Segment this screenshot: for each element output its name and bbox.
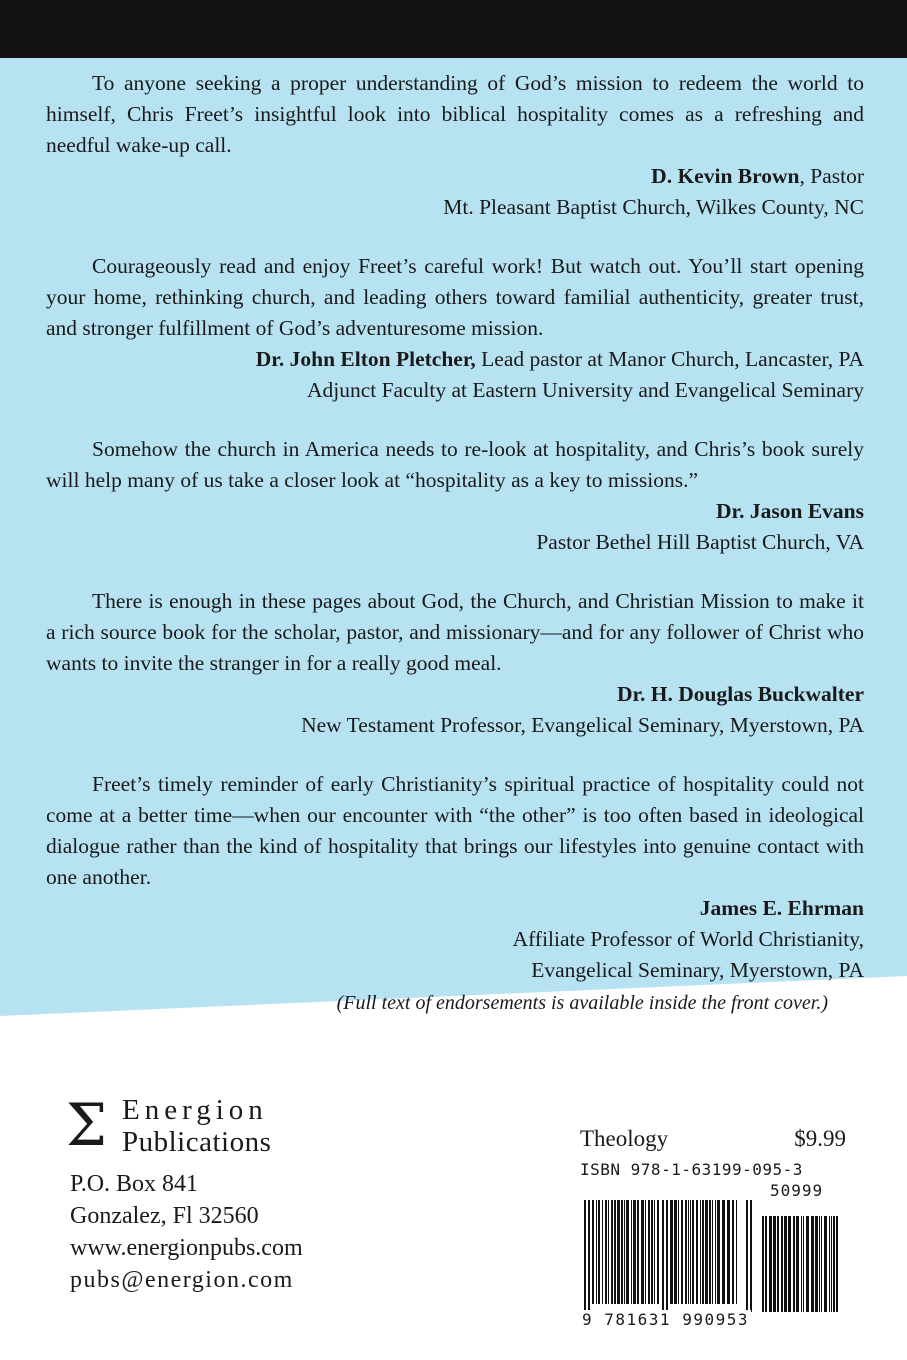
barcode-bar: [815, 1216, 818, 1312]
barcode-bar: [806, 1216, 809, 1312]
top-black-band: [0, 0, 907, 58]
barcode-bar: [617, 1200, 620, 1304]
barcode-bar: [674, 1200, 677, 1304]
barcode-bar: [651, 1200, 653, 1304]
barcode-bar: [700, 1200, 701, 1304]
publisher-logo: [66, 1091, 303, 1162]
isbn-number: ISBN 978-1-63199-095-3: [580, 1160, 803, 1179]
barcode-icon: [580, 1200, 846, 1318]
endorsement: [46, 68, 864, 223]
barcode-bar: [633, 1200, 636, 1304]
barcode-addon-code: 50999: [770, 1181, 824, 1200]
barcode-bar: [692, 1200, 694, 1304]
barcode-bar: [781, 1216, 783, 1312]
barcode-bar: [821, 1216, 822, 1312]
barcode-bar: [688, 1200, 689, 1304]
barcode-bar: [637, 1200, 639, 1304]
barcode-bar: [796, 1216, 799, 1312]
address-line: P.O. Box 841: [70, 1171, 199, 1197]
endorsements-note: (Full text of endorsements is available inside the front cover.): [336, 992, 828, 1014]
publisher-name-line1: Energion: [122, 1094, 268, 1126]
endorsement-text: Freet’s timely reminder of early Christianity’s spiritual practice of hospitality could not come at a better time—when our encounter with “the other” is too often based in ideological dialogue rather than the kind of hospitality that brings our lifestyles into genuine contact with one another.: [46, 772, 864, 889]
barcode-bar: [621, 1200, 623, 1304]
endorsements-list: [46, 68, 864, 1018]
book-category: Theology: [580, 1126, 669, 1151]
endorser-name: James E. Ehrman: [699, 896, 864, 920]
barcode-bar: [624, 1200, 625, 1304]
barcode-bar: [803, 1216, 804, 1312]
barcode-bar: [717, 1200, 720, 1304]
barcode-bar: [750, 1200, 752, 1312]
barcode-bar: [819, 1216, 820, 1312]
barcode-bar: [596, 1200, 597, 1304]
barcode-bar: [736, 1200, 737, 1304]
barcode-bar: [732, 1200, 734, 1304]
barcode-bar: [588, 1200, 590, 1312]
barcode-bar: [605, 1200, 607, 1304]
price-row: [580, 1126, 846, 1156]
barcode-bar: [584, 1200, 586, 1312]
endorsement: [46, 769, 864, 986]
barcode-bar: [793, 1216, 795, 1312]
barcode-bar: [631, 1200, 632, 1304]
endorser-attribution: [46, 344, 864, 375]
barcode-bar: [598, 1200, 600, 1304]
barcode-digits: 9 781631 990953: [582, 1310, 749, 1329]
barcode-bar: [773, 1216, 776, 1312]
barcode-bar: [648, 1200, 650, 1304]
endorser-title: Lead pastor at Manor Church, Lancaster, PA: [475, 347, 864, 371]
endorser-name: Dr. John Elton Pletcher,: [255, 347, 476, 371]
barcode-bar: [614, 1200, 616, 1304]
barcode-bar: [608, 1200, 609, 1304]
publisher-address: [70, 1168, 303, 1296]
barcode-bar: [696, 1200, 698, 1304]
sigma-logo-icon: Σ: [66, 1091, 108, 1159]
barcode-bar: [626, 1200, 629, 1304]
barcode-bar: [709, 1200, 711, 1304]
barcode-bar: [592, 1200, 594, 1304]
barcode-bar: [746, 1200, 748, 1312]
endorser-title: , Pastor: [799, 164, 864, 188]
barcode-bar: [829, 1216, 830, 1312]
endorser-affiliation: Adjunct Faculty at Eastern University and Evangelical Seminary: [306, 378, 864, 402]
barcode-bar: [715, 1200, 716, 1304]
endorser-attribution: [46, 679, 864, 710]
barcode-bar: [712, 1200, 713, 1304]
barcode-bar: [811, 1216, 814, 1312]
barcode-bar: [801, 1216, 802, 1312]
barcode-bar: [641, 1200, 644, 1304]
barcode-bar: [602, 1200, 603, 1304]
book-price: $9.99: [794, 1126, 846, 1151]
endorsement: [46, 434, 864, 558]
endorser-name: Dr. H. Douglas Buckwalter: [616, 682, 864, 706]
barcode-bar: [769, 1216, 772, 1312]
endorser-name: D. Kevin Brown: [651, 164, 800, 188]
barcode-bar: [681, 1200, 683, 1304]
barcode-bar: [670, 1200, 673, 1304]
endorser-affiliation: Pastor Bethel Hill Baptist Church, VA: [536, 530, 864, 554]
endorser-attribution: [46, 893, 864, 924]
barcode-bar: [788, 1216, 791, 1312]
endorser-attribution: [46, 496, 864, 527]
endorser-affiliation: Affiliate Professor of World Christianity,: [512, 927, 864, 951]
endorser-attribution: [46, 161, 864, 192]
barcode-bar: [645, 1200, 646, 1304]
barcode-bar: [824, 1216, 827, 1312]
barcode-bar: [762, 1216, 764, 1312]
endorser-affiliation: Mt. Pleasant Baptist Church, Wilkes County, NC: [443, 195, 864, 219]
endorsement-text: Somehow the church in America needs to re-look at hospitality, and Chris’s book surely will help many of us take a closer look at “hospitality as a key to missions.”: [46, 437, 864, 492]
barcode-bar: [833, 1216, 835, 1312]
barcode-bar: [765, 1216, 767, 1312]
website-link[interactable]: www.energionpubs.com: [70, 1235, 303, 1261]
endorser-name: Dr. Jason Evans: [716, 499, 864, 523]
barcode-bar: [690, 1200, 691, 1304]
barcode-bar: [685, 1200, 687, 1304]
barcode-bar: [722, 1200, 725, 1304]
barcode-bar: [784, 1216, 787, 1312]
endorsement: [46, 251, 864, 406]
endorsement: [46, 586, 864, 741]
email-link[interactable]: pubs@energion.com: [70, 1267, 294, 1293]
endorsement-text: There is enough in these pages about God, the Church, and Christian Mission to make it a rich source book for the scholar, pastor, and missionary—and for any follower of Christ who wants to invite the stranger in for a really good meal.: [46, 589, 864, 675]
endorsement-text: Courageously read and enjoy Freet’s careful work! But watch out. You’ll start opening your home, rethinking church, and leading others toward familial authenticity, greater trust, and stronger fulfillment of God’s adventuresome mission.: [46, 254, 864, 340]
barcode-bar: [678, 1200, 679, 1304]
endorsement-text: To anyone seeking a proper understanding of God’s mission to redeem the world to himself, Chris Freet’s insightful look into biblical hospitality comes as a refreshing and needful wake-up call.: [46, 71, 864, 157]
barcode-bar: [666, 1200, 668, 1312]
price-block: [580, 1126, 846, 1200]
barcode-bar: [836, 1216, 838, 1312]
endorser-affiliation: Evangelical Seminary, Myerstown, PA: [531, 958, 864, 982]
barcode-bar: [777, 1216, 779, 1312]
endorser-affiliation: New Testament Professor, Evangelical Seminary, Myerstown, PA: [301, 713, 864, 737]
barcode-bar: [831, 1216, 832, 1312]
barcode-bar: [654, 1200, 655, 1304]
barcode-bar: [705, 1200, 708, 1304]
barcode-bar: [727, 1200, 730, 1304]
publisher-block: [66, 1091, 303, 1296]
publisher-name-line2: Publications: [122, 1126, 272, 1158]
address-line: Gonzalez, Fl 32560: [70, 1203, 259, 1229]
barcode-bar: [657, 1200, 659, 1304]
barcode-bar: [702, 1200, 704, 1304]
barcode-bar: [611, 1200, 613, 1304]
barcode-bar: [662, 1200, 664, 1312]
